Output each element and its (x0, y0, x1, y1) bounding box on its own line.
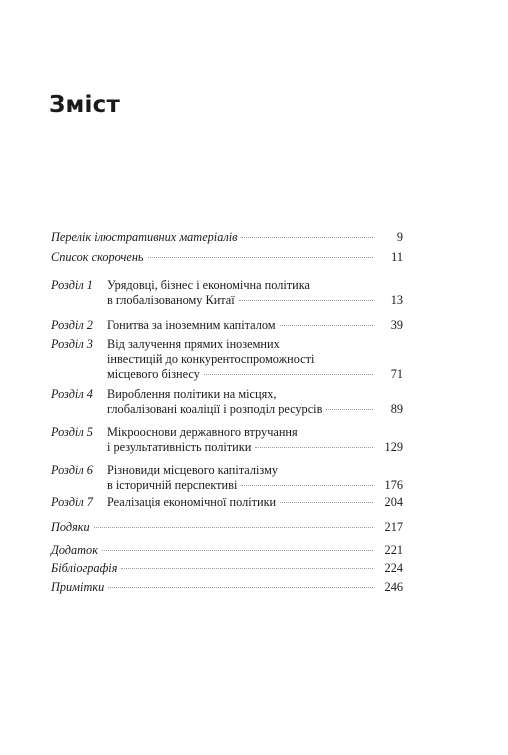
dot-leader (326, 408, 373, 410)
dot-leader (255, 446, 373, 448)
dot-leader (239, 299, 373, 301)
entry-title-line: інвестицій до конкурентоспроможності (107, 352, 315, 366)
chapter-label: Розділ 3 (51, 337, 93, 351)
dot-leader (148, 256, 373, 258)
chapter-label: Розділ 1 (51, 278, 93, 292)
page-number: 71 (390, 367, 403, 381)
page-number: 221 (384, 543, 403, 557)
entry-title-line: Урядовці, бізнес і економічна політика (107, 278, 310, 292)
dot-leader (280, 501, 373, 503)
dot-leader (241, 236, 373, 238)
page-number: 224 (384, 561, 403, 575)
chapter-label: Розділ 4 (51, 387, 93, 401)
chapter-label: Розділ 7 (51, 495, 93, 509)
dot-leader (204, 373, 373, 375)
entry-title-line: Подяки (51, 520, 90, 534)
entry-title-line: Гонитва за іноземним капіталом (107, 318, 276, 332)
dot-leader (102, 549, 373, 551)
entry-title-line: місцевого бізнесу (107, 367, 200, 381)
entry-title-line: Перелік ілюстративних матеріалів (51, 230, 238, 244)
entry-title-line: Мікрооснови державного втручання (107, 425, 298, 439)
entry-title-line: Список скорочень (51, 250, 144, 264)
dot-leader (108, 586, 373, 588)
entry-title-line: в історичній перспективі (107, 478, 238, 492)
page-number: 204 (384, 495, 403, 509)
page-number: 246 (384, 580, 403, 594)
dot-leader (121, 567, 373, 569)
page-number: 89 (390, 402, 403, 416)
page-number: 129 (384, 440, 403, 454)
page-number: 176 (384, 478, 403, 492)
chapter-label: Розділ 5 (51, 425, 93, 439)
dot-leader (241, 484, 373, 486)
entry-title-line: Примітки (51, 580, 105, 594)
dot-leader (280, 324, 373, 326)
entry-title-line: глобалізовані коаліції і розподіл ресурсів (107, 402, 323, 416)
chapter-label: Розділ 2 (51, 318, 93, 332)
entry-title-line: Від залучення прямих іноземних (107, 337, 280, 351)
chapter-label: Розділ 6 (51, 463, 93, 477)
dot-leader (94, 526, 373, 528)
page-title: Зміст (49, 92, 120, 118)
entry-title-line: в глобалізованому Китаї (107, 293, 235, 307)
page-number: 13 (390, 293, 403, 307)
entry-title-line: Бібліографія (51, 561, 118, 575)
entry-title-line: Реалізація економічної політики (107, 495, 277, 509)
page-number: 11 (391, 250, 403, 264)
page-number: 217 (384, 520, 403, 534)
entry-title-line: Вироблення політики на місцях, (107, 387, 277, 401)
entry-title-line: і результативність політики (107, 440, 252, 454)
page-number: 9 (396, 230, 403, 244)
page-number: 39 (390, 318, 403, 332)
entry-title-line: Додаток (51, 543, 98, 557)
entry-title-line: Різновиди місцевого капіталізму (107, 463, 279, 477)
